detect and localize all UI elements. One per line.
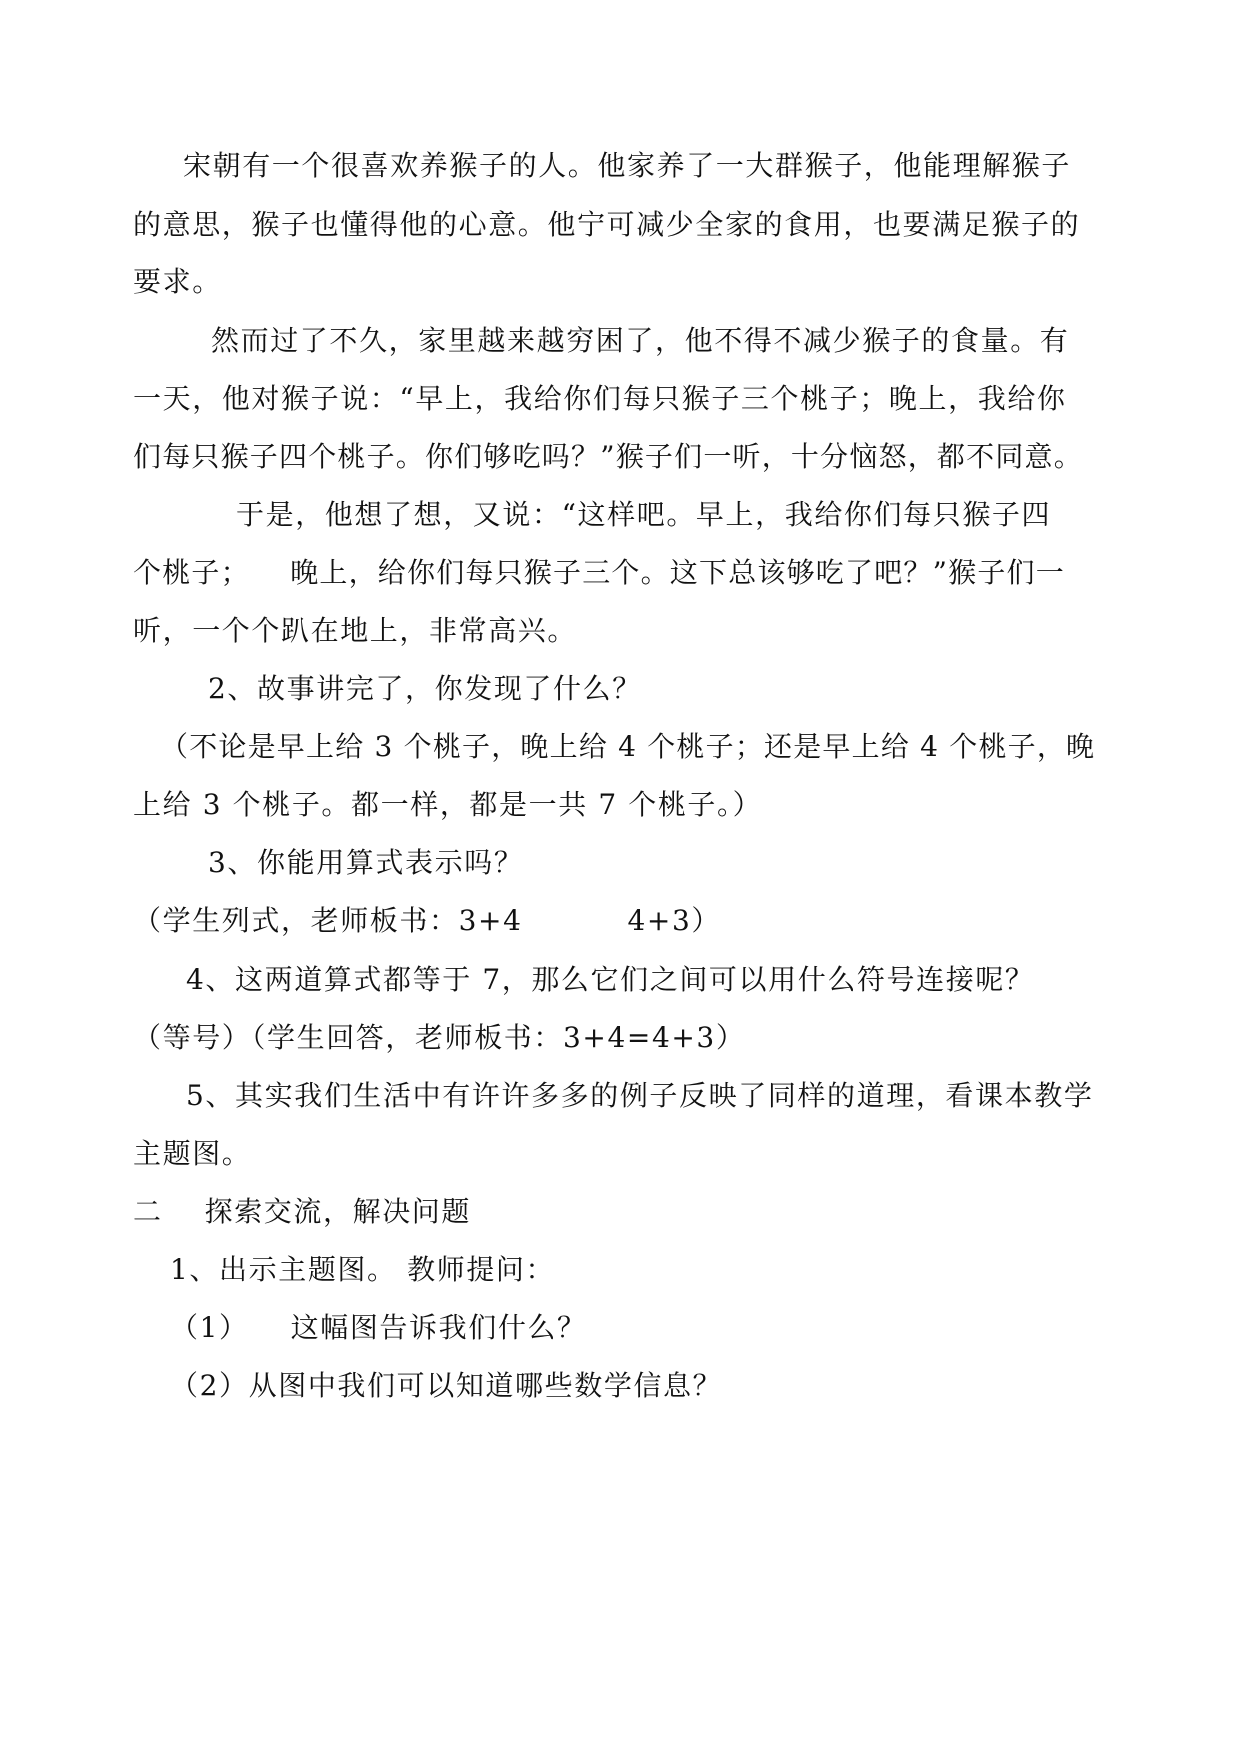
text-line: 们每只猴子四个桃子。你们够吃吗？”猴子们一听，十分恼怒，都不同意。 — [133, 440, 1083, 473]
text-line: 于是，他想了想，又说：“这样吧。早上，我给你们每只猴子四 — [236, 498, 1052, 531]
text-line: 的意思，猴子也懂得他的心意。他宁可减少全家的食用，也要满足猴子的 — [133, 208, 1081, 241]
text-line: 3、你能用算式表示吗？ — [208, 846, 524, 879]
text-line: 听，一个个趴在地上，非常高兴。 — [133, 614, 578, 647]
text-line: （不论是早上给 3 个桃子，晚上给 4 个桃子；还是早上给 4 个桃子，晚 — [160, 730, 1096, 763]
text-line: 要求。 — [133, 265, 222, 298]
text-line: 5、其实我们生活中有许许多多的例子反映了同样的道理，看课本教学 — [186, 1079, 1094, 1112]
text-line: （1） 这幅图告诉我们什么？ — [170, 1311, 587, 1344]
text-line: 个桃子； 晚上，给你们每只猴子三个。这下总该够吃了吧？”猴子们一 — [133, 556, 1065, 589]
text-line: 一天，他对猴子说：“早上，我给你们每只猴子三个桃子；晚上，我给你 — [133, 382, 1067, 415]
text-line: 1、出示主题图。 教师提问： — [170, 1253, 556, 1286]
text-line: 宋朝有一个很喜欢养猴子的人。他家养了一大群猴子，他能理解猴子 — [183, 149, 1072, 182]
text-line: （等号）（学生回答，老师板书：3+4=4+3） — [133, 1021, 746, 1054]
text-line: （2）从图中我们可以知道哪些数学信息？ — [170, 1369, 723, 1402]
text-line: 4、这两道算式都等于 7，那么它们之间可以用什么符号连接呢？ — [186, 963, 1035, 996]
text-line: 2、故事讲完了，你发现了什么？ — [208, 672, 642, 705]
text-line: 上给 3 个桃子。都一样，都是一共 7 个桃子。） — [133, 788, 763, 821]
text-line: 主题图。 — [133, 1137, 252, 1170]
text-line: 然而过了不久，家里越来越穷困了，他不得不减少猴子的食量。有 — [211, 324, 1070, 357]
text-line: （学生列式，老师板书：3+4 4+3） — [133, 904, 721, 937]
section-heading: 二 探索交流，解决问题 — [133, 1195, 472, 1228]
